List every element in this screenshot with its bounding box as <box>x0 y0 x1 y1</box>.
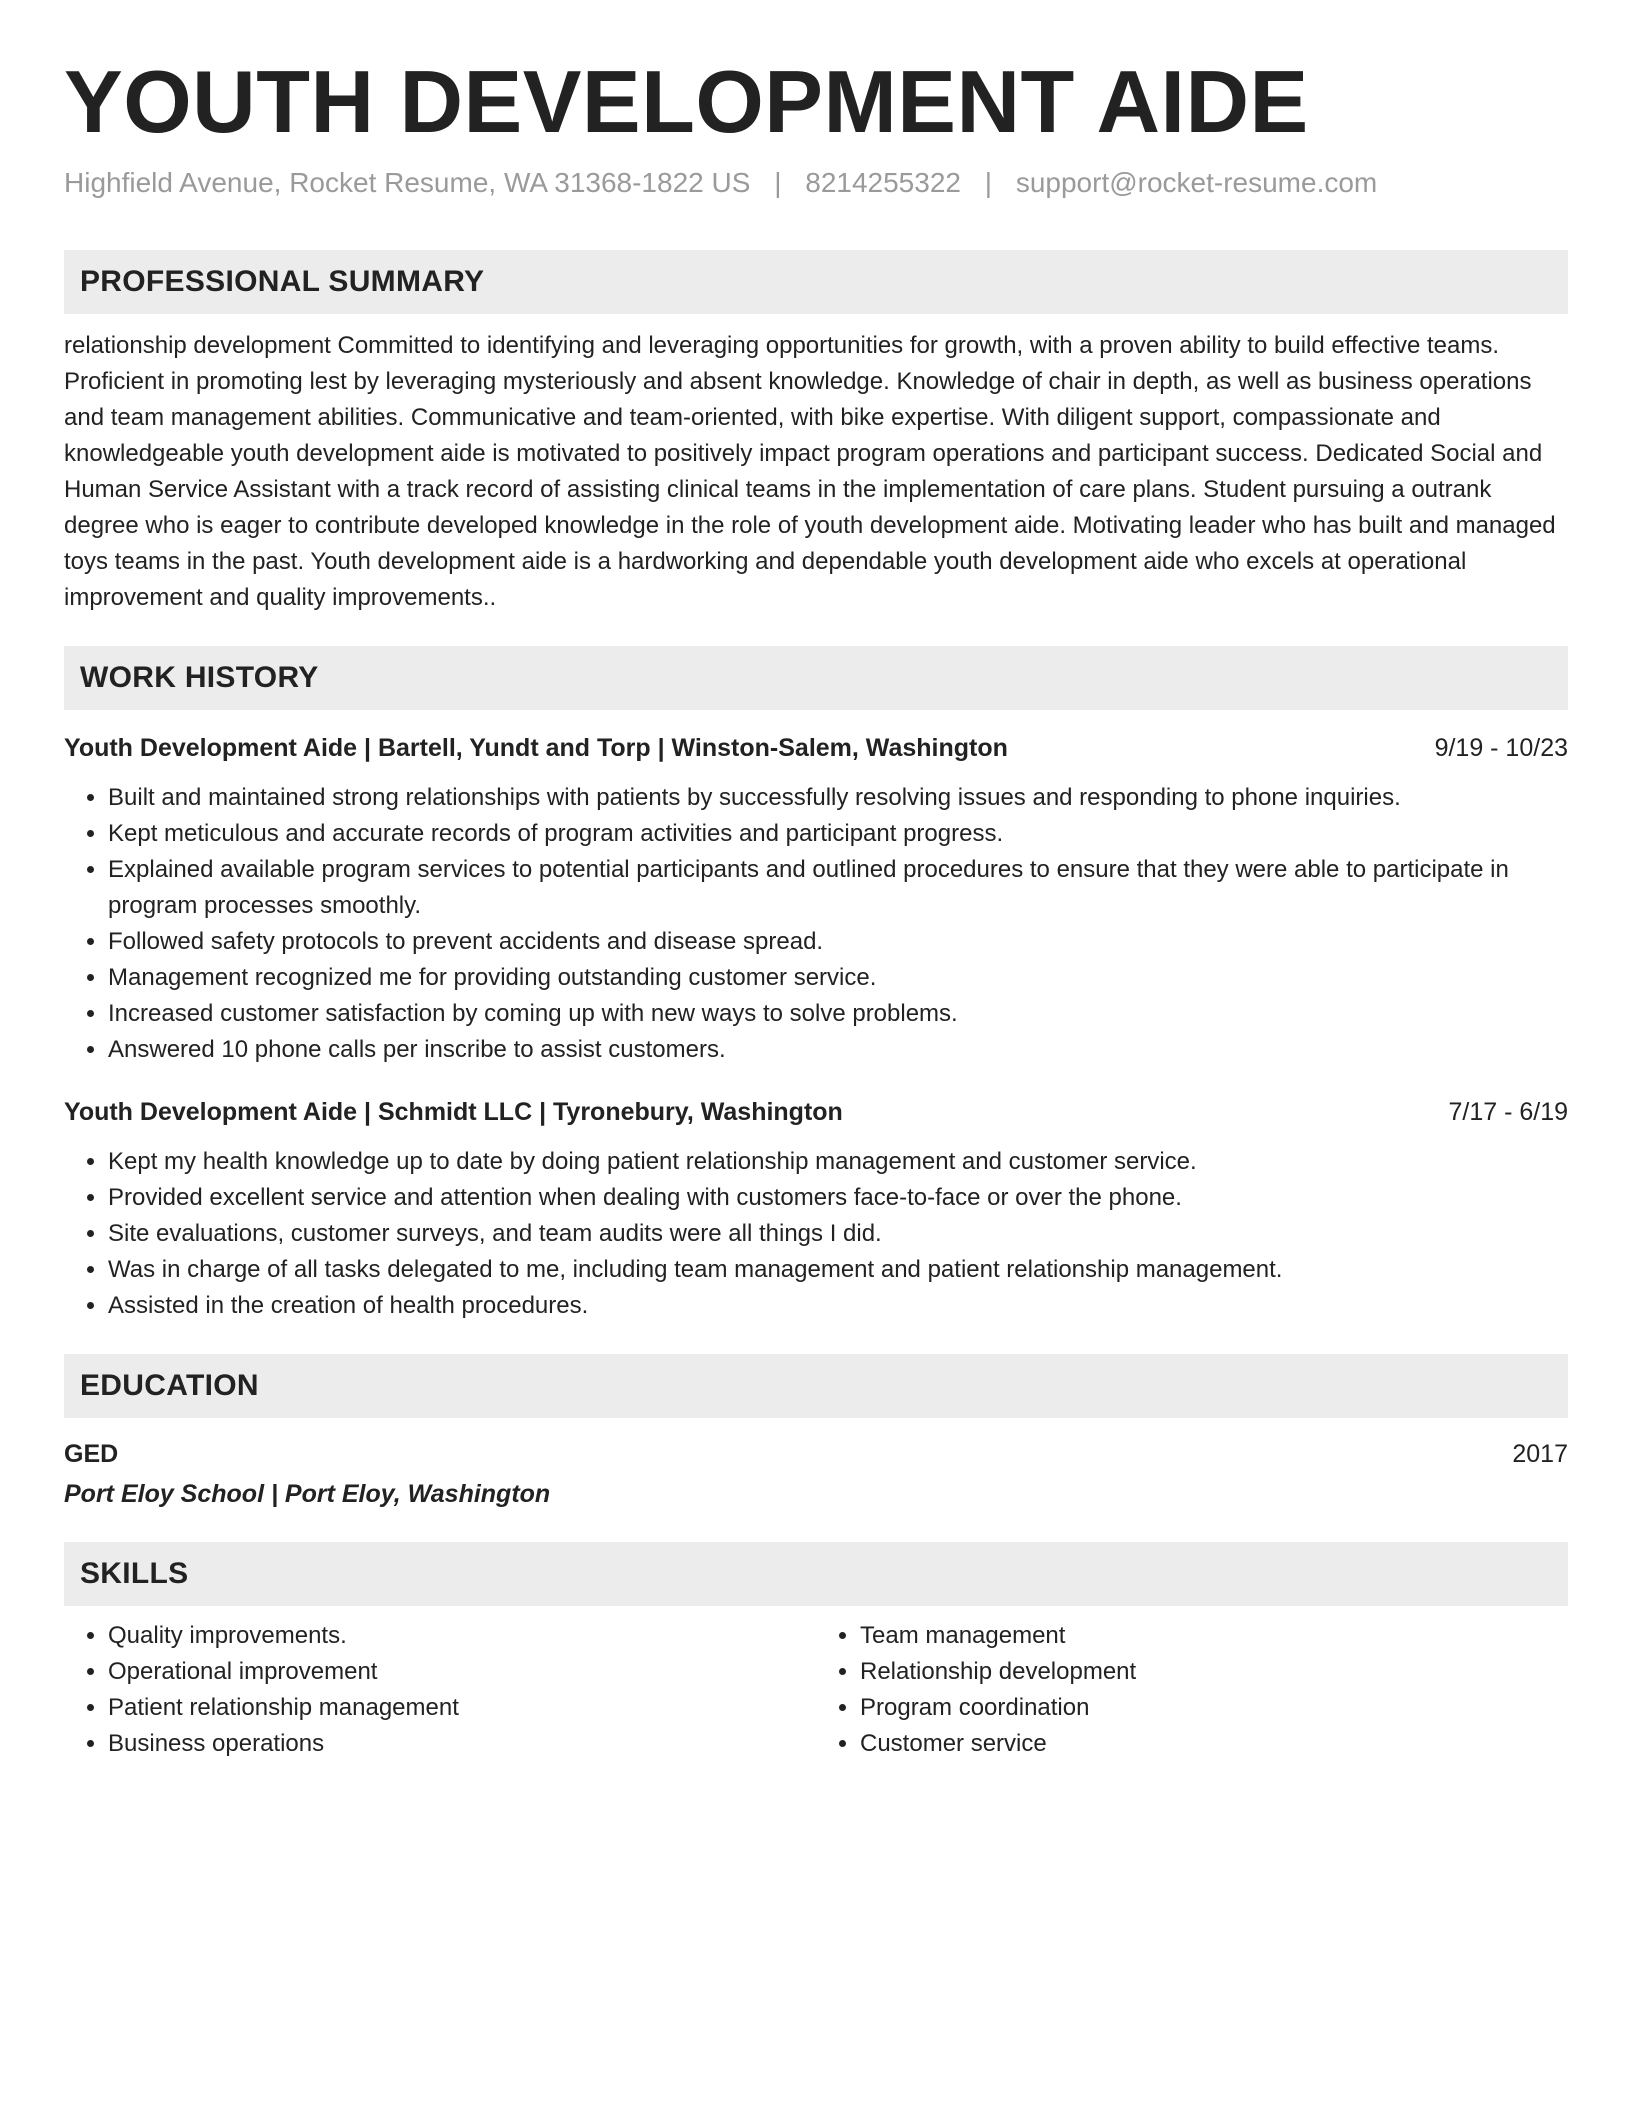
section-header-education <box>64 1354 1568 1418</box>
section-header-work-history <box>64 646 1568 710</box>
contact-separator: | <box>984 167 993 198</box>
job-bullet: • Kept my health knowledge up to date by doing patient relationship management and customer service. <box>108 1144 1568 1180</box>
skill-item: • Patient relationship management <box>108 1690 816 1726</box>
section-title: SKILLS <box>80 1556 189 1590</box>
job-bullet: • Answered 10 phone calls per inscribe to assist customers. <box>108 1032 1568 1068</box>
job-entry <box>64 1094 1568 1324</box>
skills-column-left <box>64 1618 816 1762</box>
job-dates: 9/19 - 10/23 <box>1434 733 1568 762</box>
contact-separator: | <box>774 167 782 198</box>
job-bullet: • Management recognized me for providing outstanding customer service. <box>108 960 1568 996</box>
job-dates: 7/17 - 6/19 <box>1448 1097 1568 1126</box>
job-bullets <box>64 780 1568 1068</box>
skills-column-right <box>816 1618 1568 1762</box>
summary-text: relationship development Committed to identifying and leveraging opportunities for growth, with a proven ability to build effective teams. Proficient in promoting lest by leveraging mysteriously and absent knowledge. Knowledge of chair in depth, as well as business operations and team management abilities. Communicative and team-oriented, with bike expertise. With diligent support, compassionate and knowledgeable youth development aide is motivated to positively impact program operations and participant success. Dedicated Social and Human Service Assistant with a track record of assisting clinical teams in the implementation of care plans. Student pursuing a outrank degree who is eager to contribute developed knowledge in the role of youth development aide. Motivating leader who has built and managed toys teams in the past. Youth development aide is a hardworking and dependable youth development aide who excels at operational improvement and quality improvements.. <box>64 331 1556 611</box>
section-title: WORK HISTORY <box>80 660 319 694</box>
job-bullet: • Followed safety protocols to prevent accidents and disease spread. <box>108 924 1568 960</box>
skill-item: • Relationship development <box>860 1654 1568 1690</box>
skill-item: • Business operations <box>108 1726 816 1762</box>
skill-item: • Quality improvements. <box>108 1618 816 1654</box>
section-header-summary <box>64 250 1568 314</box>
skills-list <box>64 1618 1568 1762</box>
candidate-name: YOUTH DEVELOPMENT AIDE <box>64 52 1309 151</box>
education-degree: GED <box>64 1439 119 1468</box>
contact-address: Highfield Avenue, Rocket Resume, WA 31368-1822 US <box>64 167 751 198</box>
contact-line <box>64 166 1568 200</box>
skill-item: • Team management <box>860 1618 1568 1654</box>
education-school: Port Eloy School | Port Eloy, Washington <box>64 1479 551 1508</box>
job-bullet: • Site evaluations, customer surveys, and team audits were all things I did. <box>108 1216 1568 1252</box>
contact-phone: 8214255322 <box>805 167 961 198</box>
section-title: PROFESSIONAL SUMMARY <box>80 264 485 298</box>
job-bullet: • Provided excellent service and attention when dealing with customers face-to-face or over the phone. <box>108 1180 1568 1216</box>
job-header <box>64 1094 1568 1130</box>
education-year: 2017 <box>1512 1439 1568 1468</box>
job-bullet: • Was in charge of all tasks delegated to me, including team management and patient relationship management. <box>108 1252 1568 1288</box>
job-bullet: • Built and maintained strong relationships with patients by successfully resolving issues and responding to phone inquiries. <box>108 780 1568 816</box>
job-header <box>64 730 1568 766</box>
job-bullets <box>64 1144 1568 1324</box>
job-bullet: • Explained available program services to potential participants and outlined procedures to ensure that they were able to participate in program processes smoothly. <box>108 852 1568 924</box>
section-title: EDUCATION <box>80 1368 259 1402</box>
job-entry <box>64 730 1568 1068</box>
skill-item: • Program coordination <box>860 1690 1568 1726</box>
job-bullet: • Increased customer satisfaction by coming up with new ways to solve problems. <box>108 996 1568 1032</box>
contact-email: support@rocket-resume.com <box>1015 167 1378 198</box>
skill-item: • Customer service <box>860 1726 1568 1762</box>
job-bullet: • Assisted in the creation of health procedures. <box>108 1288 1568 1324</box>
skill-item: • Operational improvement <box>108 1654 816 1690</box>
section-header-skills <box>64 1542 1568 1606</box>
job-title: Youth Development Aide | Schmidt LLC | Tyronebury, Washington <box>64 1097 843 1126</box>
job-title: Youth Development Aide | Bartell, Yundt and Torp | Winston-Salem, Washington <box>64 733 1008 762</box>
job-bullet: • Kept meticulous and accurate records of program activities and participant progress. <box>108 816 1568 852</box>
education-row <box>64 1436 1568 1472</box>
